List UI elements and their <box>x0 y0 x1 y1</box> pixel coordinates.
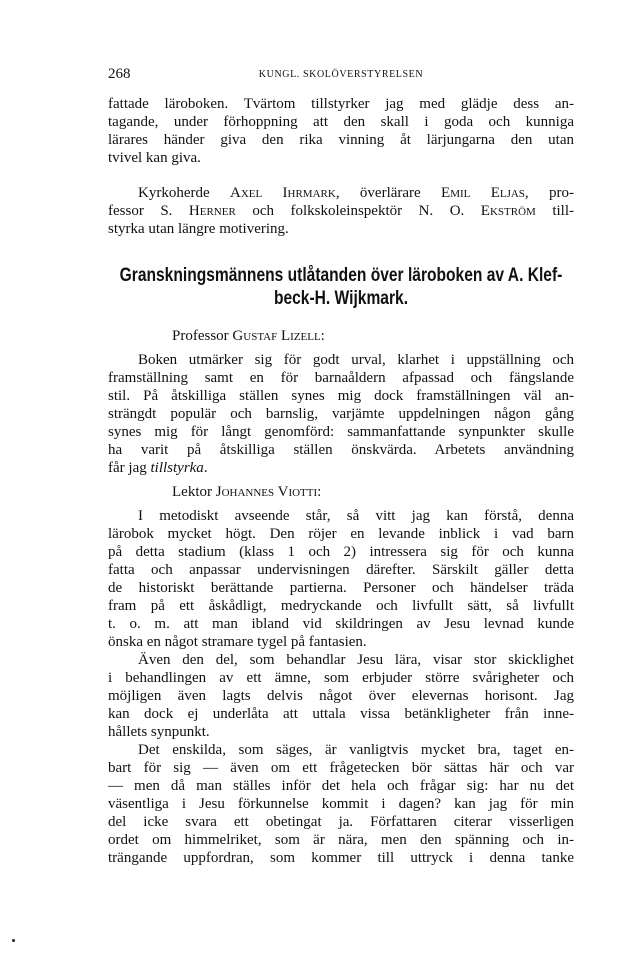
person-name: Ekström <box>480 203 536 219</box>
text-line: Även den del, som behandlar Jesu lära, visar stor skicklighet <box>138 652 574 668</box>
person-name: Johannes Viotti <box>215 484 318 500</box>
page-header <box>108 66 574 84</box>
text-line: I metodiskt avseende står, så vitt jag kan förstå, denna <box>138 508 574 524</box>
text-line: fattade läroboken. Tvärtom tillstyrker jag med glädje dess an- <box>108 96 574 112</box>
scan-speck <box>12 939 15 942</box>
text-line: hållets synpunkt. <box>108 724 210 740</box>
text-line: lärobok mycket högt. Den röjer en levande inblick i vad barn <box>108 526 574 542</box>
text-line: tagande, under förhoppning att den skall i goda och kunniga <box>108 114 574 130</box>
speaker-lizell: Professor Gustaf Lizell: <box>172 328 325 344</box>
text-line: del icke svara ett obetingat ja. Författaren citerar visserligen <box>108 814 574 830</box>
text-line: Boken utmärker sig för godt urval, klarhet i uppställning och <box>138 352 574 368</box>
text-line: t. o. m. att man ibland vid skildringen av Jesu levnad kunde <box>108 616 574 632</box>
speaker-viotti: Lektor Johannes Viotti: <box>172 484 322 500</box>
text-line: ordet om himmelriket, som är nära, men den spänning och in- <box>108 832 574 848</box>
body-text <box>108 95 574 867</box>
endorsement-paragraph <box>108 184 574 238</box>
intro-paragraph <box>108 95 574 167</box>
lizell-statement <box>108 351 574 477</box>
section-heading: Granskningsmännens utlåtanden över läroboken av A. Klef- beck-H. Wijkmark. <box>119 265 563 309</box>
text-line: på detta stadium (klass 1 och 2) intressera sig för och kunna <box>108 544 574 560</box>
text-line: väsentliga i Jesu förkunnelse kommit i dagen? kan jag för min <box>108 796 574 812</box>
text-line: lärares händer giva den rika vinning åt lärjungarna den utan <box>108 132 574 148</box>
person-name: Herner <box>188 203 236 219</box>
text-line: Kyrkoherde Axel Ihrmark, överlärare Emil Eljas, pro- <box>138 185 574 201</box>
text-line: Det enskilda, som säges, är vanligtvis mycket bra, taget en- <box>138 742 574 758</box>
page-number: 268 <box>108 66 131 82</box>
text-line: synes mig för långt genomförd: sammanfattande synpunkter skulle <box>108 424 574 440</box>
person-name: Gustaf Lizell <box>232 328 321 344</box>
text-line: fatta och anpassar undervisningen därefter. Särskilt gäller detta <box>108 562 574 578</box>
text-line: — men då man ställes inför det hela och frågar sig: har nu det <box>108 778 574 794</box>
text-line: stil. På åtskilliga ställen synes mig dock framställningen väl an- <box>108 388 574 404</box>
person-name: Axel Ihrmark <box>229 185 336 201</box>
text-line: fessor S. Herner och folkskoleinspektör N. O. Ekström till- <box>108 203 574 219</box>
text-line: fram på ett åskådligt, medryckande och livfullt sätt, så livfullt <box>108 598 574 614</box>
text-line: framställning samt en för barnaåldern afpassad och fängslande <box>108 370 574 386</box>
viotti-statement <box>108 507 574 867</box>
text-line: styrka utan längre motivering. <box>108 221 289 237</box>
text-line: strängdt populär och barnslig, varjämte uppdelningen någon gång <box>108 406 574 422</box>
text-line: möjligen även lagts delvis något över elevernas horisont. Jag <box>108 688 574 704</box>
running-head: KUNGL. SKOLÖVERSTYRELSEN <box>258 69 424 80</box>
text-line: bart för sig — även om ett frågetecken bör sättas här och var <box>108 760 574 776</box>
text-line: tvivel kan giva. <box>108 150 201 166</box>
text-line: kan dock ej underlåta att uttala vissa betänkligheter från inne- <box>108 706 574 722</box>
text-line: de historiskt berättande partierna. Personer och händelser träda <box>108 580 574 596</box>
text-line: får jag tillstyrka. <box>108 460 208 476</box>
person-name: Emil Eljas <box>441 185 525 201</box>
text-line: trängande uppfordran, som kommer till uttryck i denna tanke <box>108 850 574 866</box>
text-line: ha varit på åtskilliga ställen önskvärda. Arbetets användning <box>108 442 574 458</box>
text-line: i behandlingen av ett ämne, som erbjuder större svårigheter och <box>108 670 574 686</box>
text-line: önska en något stramare tygel på fantasien. <box>108 634 367 650</box>
